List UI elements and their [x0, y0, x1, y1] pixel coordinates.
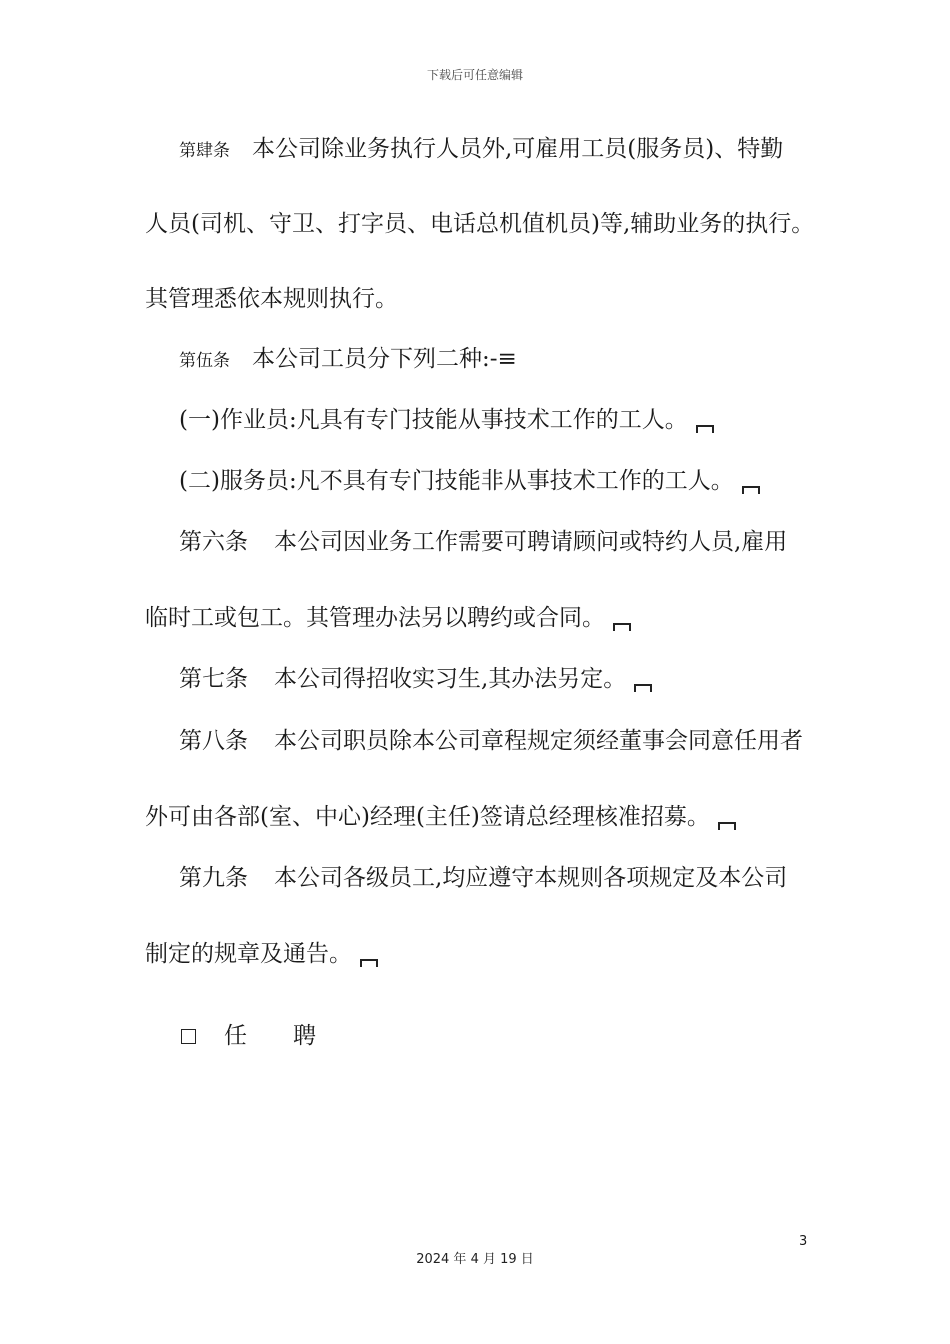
article-5-item-2	[179, 466, 760, 496]
article-9-text-1: 本公司各级员工,均应遵守本规则各项规定及本公司	[274, 865, 788, 891]
article-4-line-1	[179, 134, 783, 166]
article-6-text-1: 本公司因业务工作需要可聘请顾问或特约人员,雇用	[274, 529, 788, 555]
paragraph-mark-icon	[718, 822, 736, 830]
article-4-text-1: 本公司除业务执行人员外,可雇用工员(服务员)、特勤	[252, 136, 784, 162]
checkbox-square-icon	[181, 1029, 196, 1044]
article-9-line-2	[145, 939, 378, 969]
article-5-line-1	[179, 344, 517, 376]
paragraph-mark-icon	[360, 959, 378, 967]
section-heading-char-1: 任	[224, 1023, 247, 1049]
article-9-text-2: 制定的规章及通告。	[145, 941, 352, 967]
paragraph-mark-icon	[742, 486, 760, 494]
article-8-line-1	[179, 726, 803, 756]
article-7-text-1: 本公司得招收实习生,其办法另定。	[274, 666, 627, 692]
article-5-item-1	[179, 405, 714, 435]
page-header: 下载后可任意编辑	[426, 68, 523, 82]
article-9-title: 第九条	[179, 865, 248, 891]
article-4-title: 第肆条	[179, 141, 230, 161]
article-5-item-1-text: (一)作业员:凡具有专门技能从事技术工作的工人。	[179, 407, 688, 433]
article-6-line-1	[179, 527, 787, 557]
article-8-text-2: 外可由各部(室、中心)经理(主任)签请总经理核准招募。	[145, 804, 710, 830]
paragraph-mark-icon	[696, 425, 714, 433]
footer-date: 2024 年 4 月 19 日	[416, 1252, 534, 1267]
paragraph-mark-icon	[634, 684, 652, 692]
article-6-line-2	[145, 603, 631, 633]
paragraph-mark-icon	[613, 623, 631, 631]
article-4-line-2: 人员(司机、守卫、打字员、电话总机值机员)等,辅助业务的执行。	[145, 211, 815, 237]
article-4-line-3: 其管理悉依本规则执行。	[145, 286, 398, 312]
article-8-text-1: 本公司职员除本公司章程规定须经董事会同意任用者	[274, 728, 803, 754]
article-7-line-1	[179, 664, 652, 694]
article-5-title: 第伍条	[179, 351, 230, 371]
article-8-title: 第八条	[179, 728, 248, 754]
page-number: 3	[799, 1234, 808, 1249]
article-7-title: 第七条	[179, 666, 248, 692]
article-5-text-1: 本公司工员分下列二种:-≡	[252, 346, 517, 372]
section-heading-char-2: 聘	[293, 1023, 316, 1049]
section-heading	[181, 1021, 316, 1051]
article-6-text-2: 临时工或包工。其管理办法另以聘约或合同。	[145, 605, 605, 631]
article-6-title: 第六条	[179, 529, 248, 555]
article-5-item-2-text: (二)服务员:凡不具有专门技能非从事技术工作的工人。	[179, 468, 734, 494]
article-8-line-2	[145, 802, 736, 832]
article-9-line-1	[179, 863, 787, 893]
